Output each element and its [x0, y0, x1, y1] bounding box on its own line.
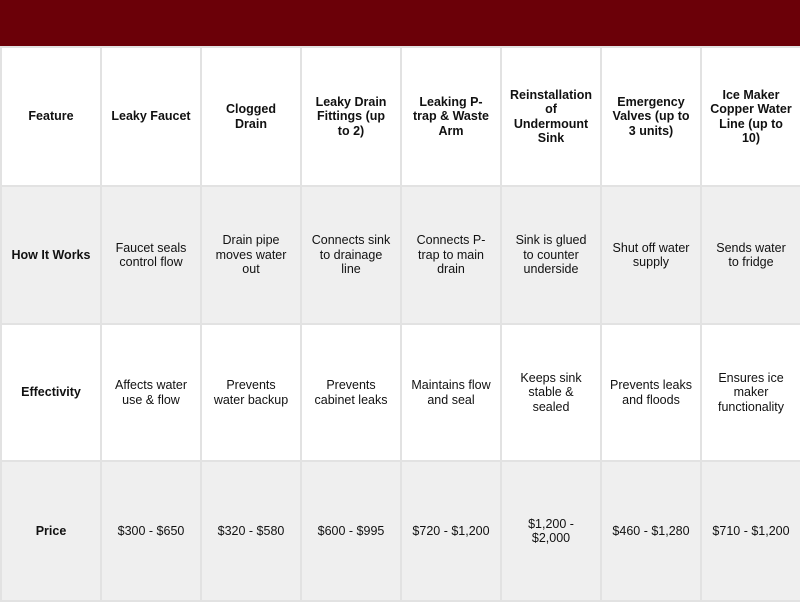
header-banner: [0, 0, 800, 46]
price-cell: $460 - $1,280: [601, 461, 701, 601]
price-cell: $300 - $650: [101, 461, 201, 601]
table-cell: Sink is glued to counter underside: [501, 186, 601, 324]
table-cell: Drain pipe moves water out: [201, 186, 301, 324]
table-cell: Faucet seals control flow: [101, 186, 201, 324]
column-header: Leaky Faucet: [101, 47, 201, 186]
column-header: Emergency Valves (up to 3 units): [601, 47, 701, 186]
table-cell: Affects water use & flow: [101, 324, 201, 461]
column-header: Leaky Drain Fittings (up to 2): [301, 47, 401, 186]
table-row: [1, 186, 800, 324]
price-cell: $320 - $580: [201, 461, 301, 601]
column-header: Clogged Drain: [201, 47, 301, 186]
row-header-effectivity: Effectivity: [1, 324, 101, 461]
table-cell: Keeps sink stable & sealed: [501, 324, 601, 461]
table-cell: Ensures ice maker functionality: [701, 324, 800, 461]
table-cell: Prevents leaks and floods: [601, 324, 701, 461]
row-header-price: Price: [1, 461, 101, 601]
table-cell: Prevents cabinet leaks: [301, 324, 401, 461]
column-header: Leaking P-trap & Waste Arm: [401, 47, 501, 186]
row-header-how-it-works: How It Works: [1, 186, 101, 324]
price-cell: $600 - $995: [301, 461, 401, 601]
table-header-row: [1, 47, 800, 186]
row-header-feature: Feature: [1, 47, 101, 186]
table-cell: Prevents water backup: [201, 324, 301, 461]
table-cell: Connects P-trap to main drain: [401, 186, 501, 324]
price-cell: $720 - $1,200: [401, 461, 501, 601]
table-cell: Sends water to fridge: [701, 186, 800, 324]
comparison-table: [0, 46, 800, 602]
price-cell: $1,200 - $2,000: [501, 461, 601, 601]
table-cell: Shut off water supply: [601, 186, 701, 324]
column-header: Reinstallation of Undermount Sink: [501, 47, 601, 186]
table-row: [1, 461, 800, 601]
column-header: Ice Maker Copper Water Line (up to 10): [701, 47, 800, 186]
table-cell: Connects sink to drainage line: [301, 186, 401, 324]
table-cell: Maintains flow and seal: [401, 324, 501, 461]
table-row: [1, 324, 800, 461]
price-cell: $710 - $1,200: [701, 461, 800, 601]
